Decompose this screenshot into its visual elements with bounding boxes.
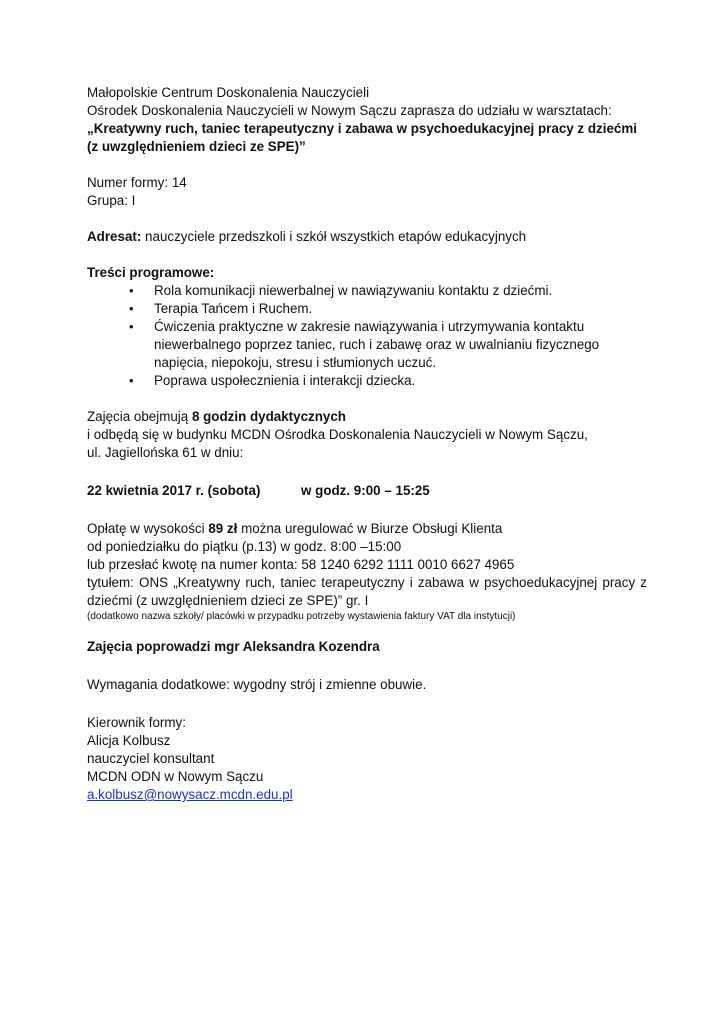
list-item-text: Rola komunikacji niewerbalnej w nawiązywaniu kontaktu z dziećmi. [154,283,553,298]
form-number: Numer formy: 14 [87,175,187,190]
hours-count: 8 godzin dydaktycznych [191,409,346,424]
hours-line [87,408,647,426]
event-date: 22 kwietnia 2017 r. (sobota) [87,483,261,498]
audience-label: Adresat: [87,229,142,244]
bullet-icon: • [129,283,134,298]
manager-name: Alicja Kolbusz [87,733,171,748]
email-link[interactable]: a.kolbusz@nowysacz.mcdn.edu.pl [87,787,293,802]
bullet-icon: • [129,319,134,334]
location-line-2: ul. Jagiellońska 61 w dniu: [87,445,244,460]
invoice-note: (dodatkowo nazwa szkoły/ placówki w przypadku potrzeby wystawienia faktury VAT dla instytucji) [87,611,516,622]
program-list [87,282,647,390]
payment-line [87,520,647,538]
manager-label: Kierownik formy: [87,715,186,730]
workshop-title-line-2: (z uwzględnieniem dzieci ze SPE)” [87,139,306,154]
audience [87,228,647,246]
date-time-line [87,482,647,500]
payment-title: tytułem: ONS „Kreatywny ruch, taniec terapeutyczny i zabawa w psychoedukacyjnej pracy z dziećmi (z uwzględnieniem dzieci ze SPE)” gr. I [87,575,647,608]
list-item [87,372,647,390]
instructor: Zajęcia poprowadzi mgr Aleksandra Kozendra [87,639,380,654]
list-item [87,318,647,372]
requirements: Wymagania dodatkowe: wygodny strój i zmienne obuwie. [87,677,427,692]
payment-amount: 89 zł [208,521,238,536]
document-page [87,84,647,804]
payment-suffix: można uregulować w Biurze Obsługi Klienta [237,521,503,536]
group: Grupa: I [87,193,136,208]
payment-prefix: Opłatę w wysokości [87,521,209,536]
bullet-icon: • [129,301,134,316]
list-item [87,282,647,300]
manager-org: MCDN ODN w Nowym Sączu [87,769,264,784]
hours-prefix: Zajęcia obejmują [87,409,192,424]
location-line-1: i odbędą się w budynku MCDN Ośrodka Doskonalenia Nauczycieli w Nowym Sączu, [87,427,588,442]
bank-account: lub przesłać kwotę na numer konta: 58 1240 6292 1111 0010 6627 4965 [87,557,515,572]
invitation-text: Ośrodek Doskonalenia Nauczycieli w Nowym Sączu zaprasza do udziału w warsztatach: [87,103,612,118]
program-heading: Treści programowe: [87,265,215,280]
list-item [87,300,647,318]
institution-name: Małopolskie Centrum Doskonalenia Nauczycieli [87,85,370,100]
event-time: w godz. 9:00 – 15:25 [301,483,430,498]
list-item-text: Ćwiczenia praktyczne w zakresie nawiązywania i utrzymywania kontaktu niewerbalnego poprzez taniec, ruch i zabawę oraz w uwalnianiu fizycznego napięcia, niepokoju, stresu i stłumionych uczuć. [154,319,600,370]
office-hours: od poniedziałku do piątku (p.13) w godz. 8:00 –15:00 [87,539,402,554]
audience-text: nauczyciele przedszkoli i szkół wszystkich etapów edukacyjnych [141,229,527,244]
workshop-title-line-1: „Kreatywny ruch, taniec terapeutyczny i zabawa w psychoedukacyjnej pracy z dziećmi [87,121,637,136]
manager-role: nauczyciel konsultant [87,751,215,766]
list-item-text: Poprawa uspołecznienia i interakcji dziecka. [154,373,416,388]
bullet-icon: • [129,373,134,388]
list-item-text: Terapia Tańcem i Ruchem. [154,301,313,316]
